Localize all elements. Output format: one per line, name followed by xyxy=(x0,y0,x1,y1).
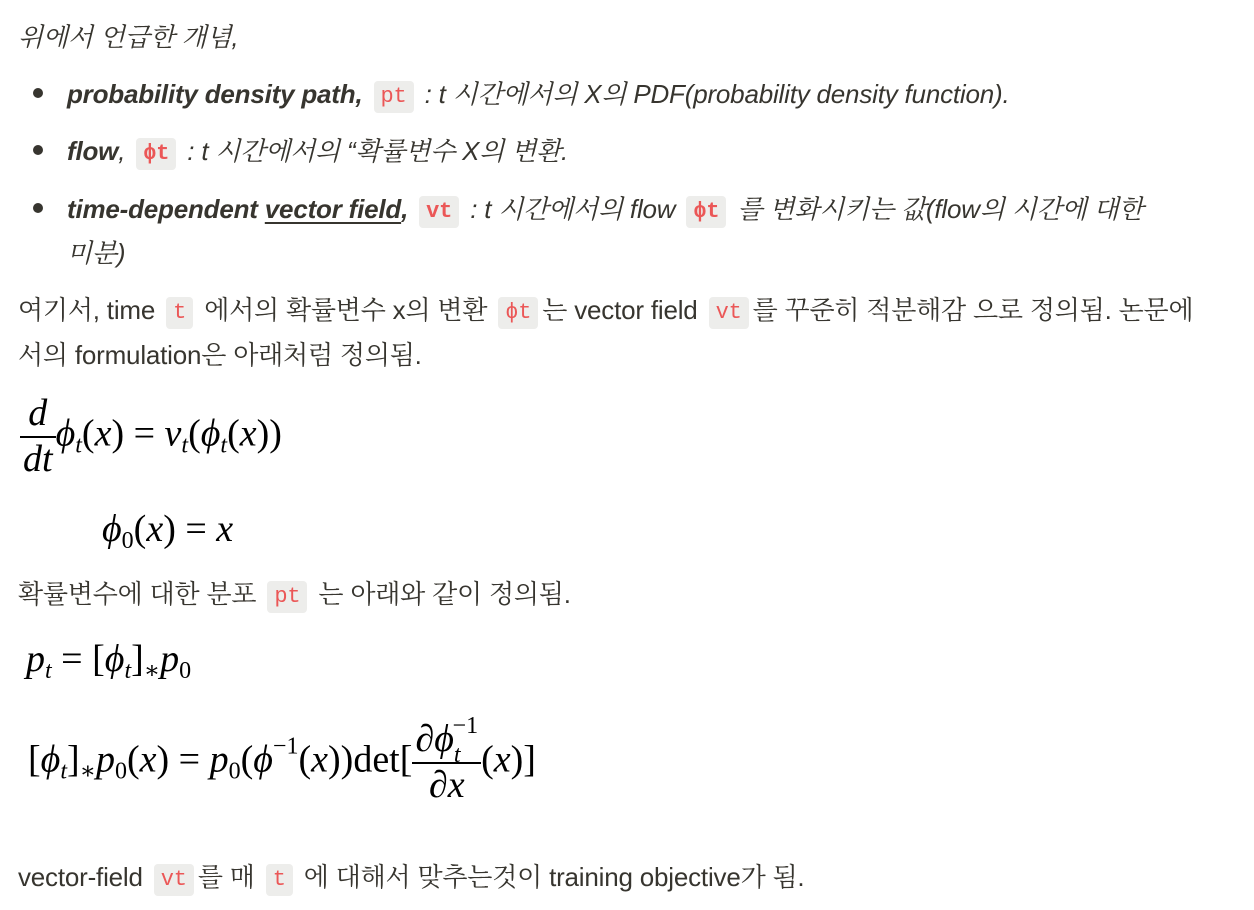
symbol: v xyxy=(164,412,182,455)
denominator: dt xyxy=(23,437,53,480)
subscript: t xyxy=(60,758,67,785)
text: 에서의 확률변수 x의 변환 xyxy=(204,295,488,325)
inline-code: vt xyxy=(709,297,749,329)
symbol: ϕ xyxy=(104,638,125,680)
symbol: x xyxy=(447,763,465,806)
inline-code: vt xyxy=(419,196,459,228)
inline-code: pt xyxy=(374,81,414,113)
subscript: 0 xyxy=(179,658,192,685)
text: 에 대해서 맞추는것이 training objective가 됨. xyxy=(303,862,805,892)
inline-code: vt xyxy=(154,864,194,896)
subscript: t xyxy=(220,432,228,459)
text: 확률변수에 대한 분포 xyxy=(18,579,257,609)
text: 여기서, time xyxy=(18,295,156,325)
paragraph-line xyxy=(18,857,804,896)
bullet-dot xyxy=(33,145,43,155)
superscript: −1 xyxy=(452,713,479,739)
subscript: ∗ xyxy=(79,758,96,785)
inline-code: ϕt xyxy=(498,297,538,329)
term-suffix: , xyxy=(401,194,409,224)
subscript: 0 xyxy=(121,528,134,555)
symbol: ϕ xyxy=(434,718,454,760)
symbol: ϕ xyxy=(200,412,221,455)
inline-code: t xyxy=(266,864,293,896)
bullet-item-probability-density-path xyxy=(67,74,1009,113)
equation-pushforward: $p_t = [\phi_t]_∗p_0$ xyxy=(26,638,192,685)
comma: , xyxy=(118,136,126,166)
vector-field-link[interactable]: vector field xyxy=(264,194,402,224)
symbol: ϕ xyxy=(253,738,273,781)
subscript: t xyxy=(75,432,82,459)
equation-change-of-variables: $[\phi_t]_∗p_0(x) = p_0(\phi^{-1}(x))\det$[ $\frac{\partial\phi_t^{-1}}{\partial x}$ (x)] xyxy=(28,713,536,806)
inline-code: ϕt xyxy=(686,196,726,228)
subscript: t xyxy=(453,741,461,768)
symbol: x xyxy=(146,508,164,550)
text: 는 아래와 같이 정의됨. xyxy=(318,579,571,609)
bullet-item-vector-field xyxy=(67,189,1143,228)
symbol: x xyxy=(311,738,328,781)
numerator xyxy=(412,713,481,768)
subscript: ∗ xyxy=(143,658,161,685)
symbol: p xyxy=(209,738,229,781)
symbol: ∂ xyxy=(415,718,435,760)
paragraph-line xyxy=(18,574,571,613)
text: 는 vector field xyxy=(542,295,698,325)
denominator xyxy=(412,764,481,808)
subscript: t xyxy=(124,658,132,685)
det-operator: det xyxy=(353,738,400,781)
bullet-dot xyxy=(33,88,43,98)
inline-code: pt xyxy=(267,581,307,613)
term: flow xyxy=(67,136,119,166)
symbol: p xyxy=(160,638,180,680)
fraction xyxy=(412,713,481,807)
bullet-dot xyxy=(33,203,43,213)
numerator: d xyxy=(20,392,56,438)
bullet-continuation: 미분) xyxy=(67,238,126,268)
inline-code: ϕt xyxy=(136,138,176,170)
term: probability density path, xyxy=(67,79,363,109)
fraction xyxy=(20,392,56,481)
symbol: ϕ xyxy=(102,508,122,550)
symbol: x xyxy=(493,738,511,781)
subscript: 0 xyxy=(114,758,127,785)
symbol: x xyxy=(239,412,257,455)
symbol: ∂ xyxy=(428,763,448,806)
inline-code: t xyxy=(166,297,193,329)
text: 를 꾸준히 적분해감 으로 정의됨. 논문에 xyxy=(752,295,1194,325)
intro-text: 위에서 언급한 개념, xyxy=(18,22,239,52)
description: : t 시간에서의 “확률변수 X의 변환. xyxy=(187,136,569,166)
subscript: t xyxy=(181,432,189,459)
subscript: 0 xyxy=(228,758,241,785)
symbol: x xyxy=(216,508,234,550)
paragraph-line xyxy=(18,290,1193,329)
symbol: x xyxy=(94,412,112,455)
description: : t 시간에서의 flow xyxy=(470,194,676,224)
equation-initial: $\phi_0(x) = x$ xyxy=(102,508,234,555)
symbol: x xyxy=(139,738,157,781)
bullet-item-flow xyxy=(67,131,568,170)
term: time-dependent xyxy=(67,194,258,224)
text: 를 매 xyxy=(197,862,255,892)
symbol: ϕ xyxy=(40,738,61,781)
subscript: t xyxy=(45,658,52,685)
description: : t 시간에서의 X의 PDF(probability density function). xyxy=(424,79,1010,109)
description: 를 변화시키는 값(flow의 시간에 대한 xyxy=(737,194,1144,224)
paragraph-line: 서의 formulation은 아래처럼 정의됨. xyxy=(18,340,422,370)
symbol: ϕ xyxy=(55,412,76,455)
superscript: −1 xyxy=(272,733,299,760)
symbol: p xyxy=(95,738,115,781)
equation-ode: $\frac{d}{dt}$ $\phi_t(x) = v_t(\phi_t(x))$ xyxy=(20,392,282,481)
text: vector-field xyxy=(18,862,143,892)
symbol: p xyxy=(26,638,45,680)
